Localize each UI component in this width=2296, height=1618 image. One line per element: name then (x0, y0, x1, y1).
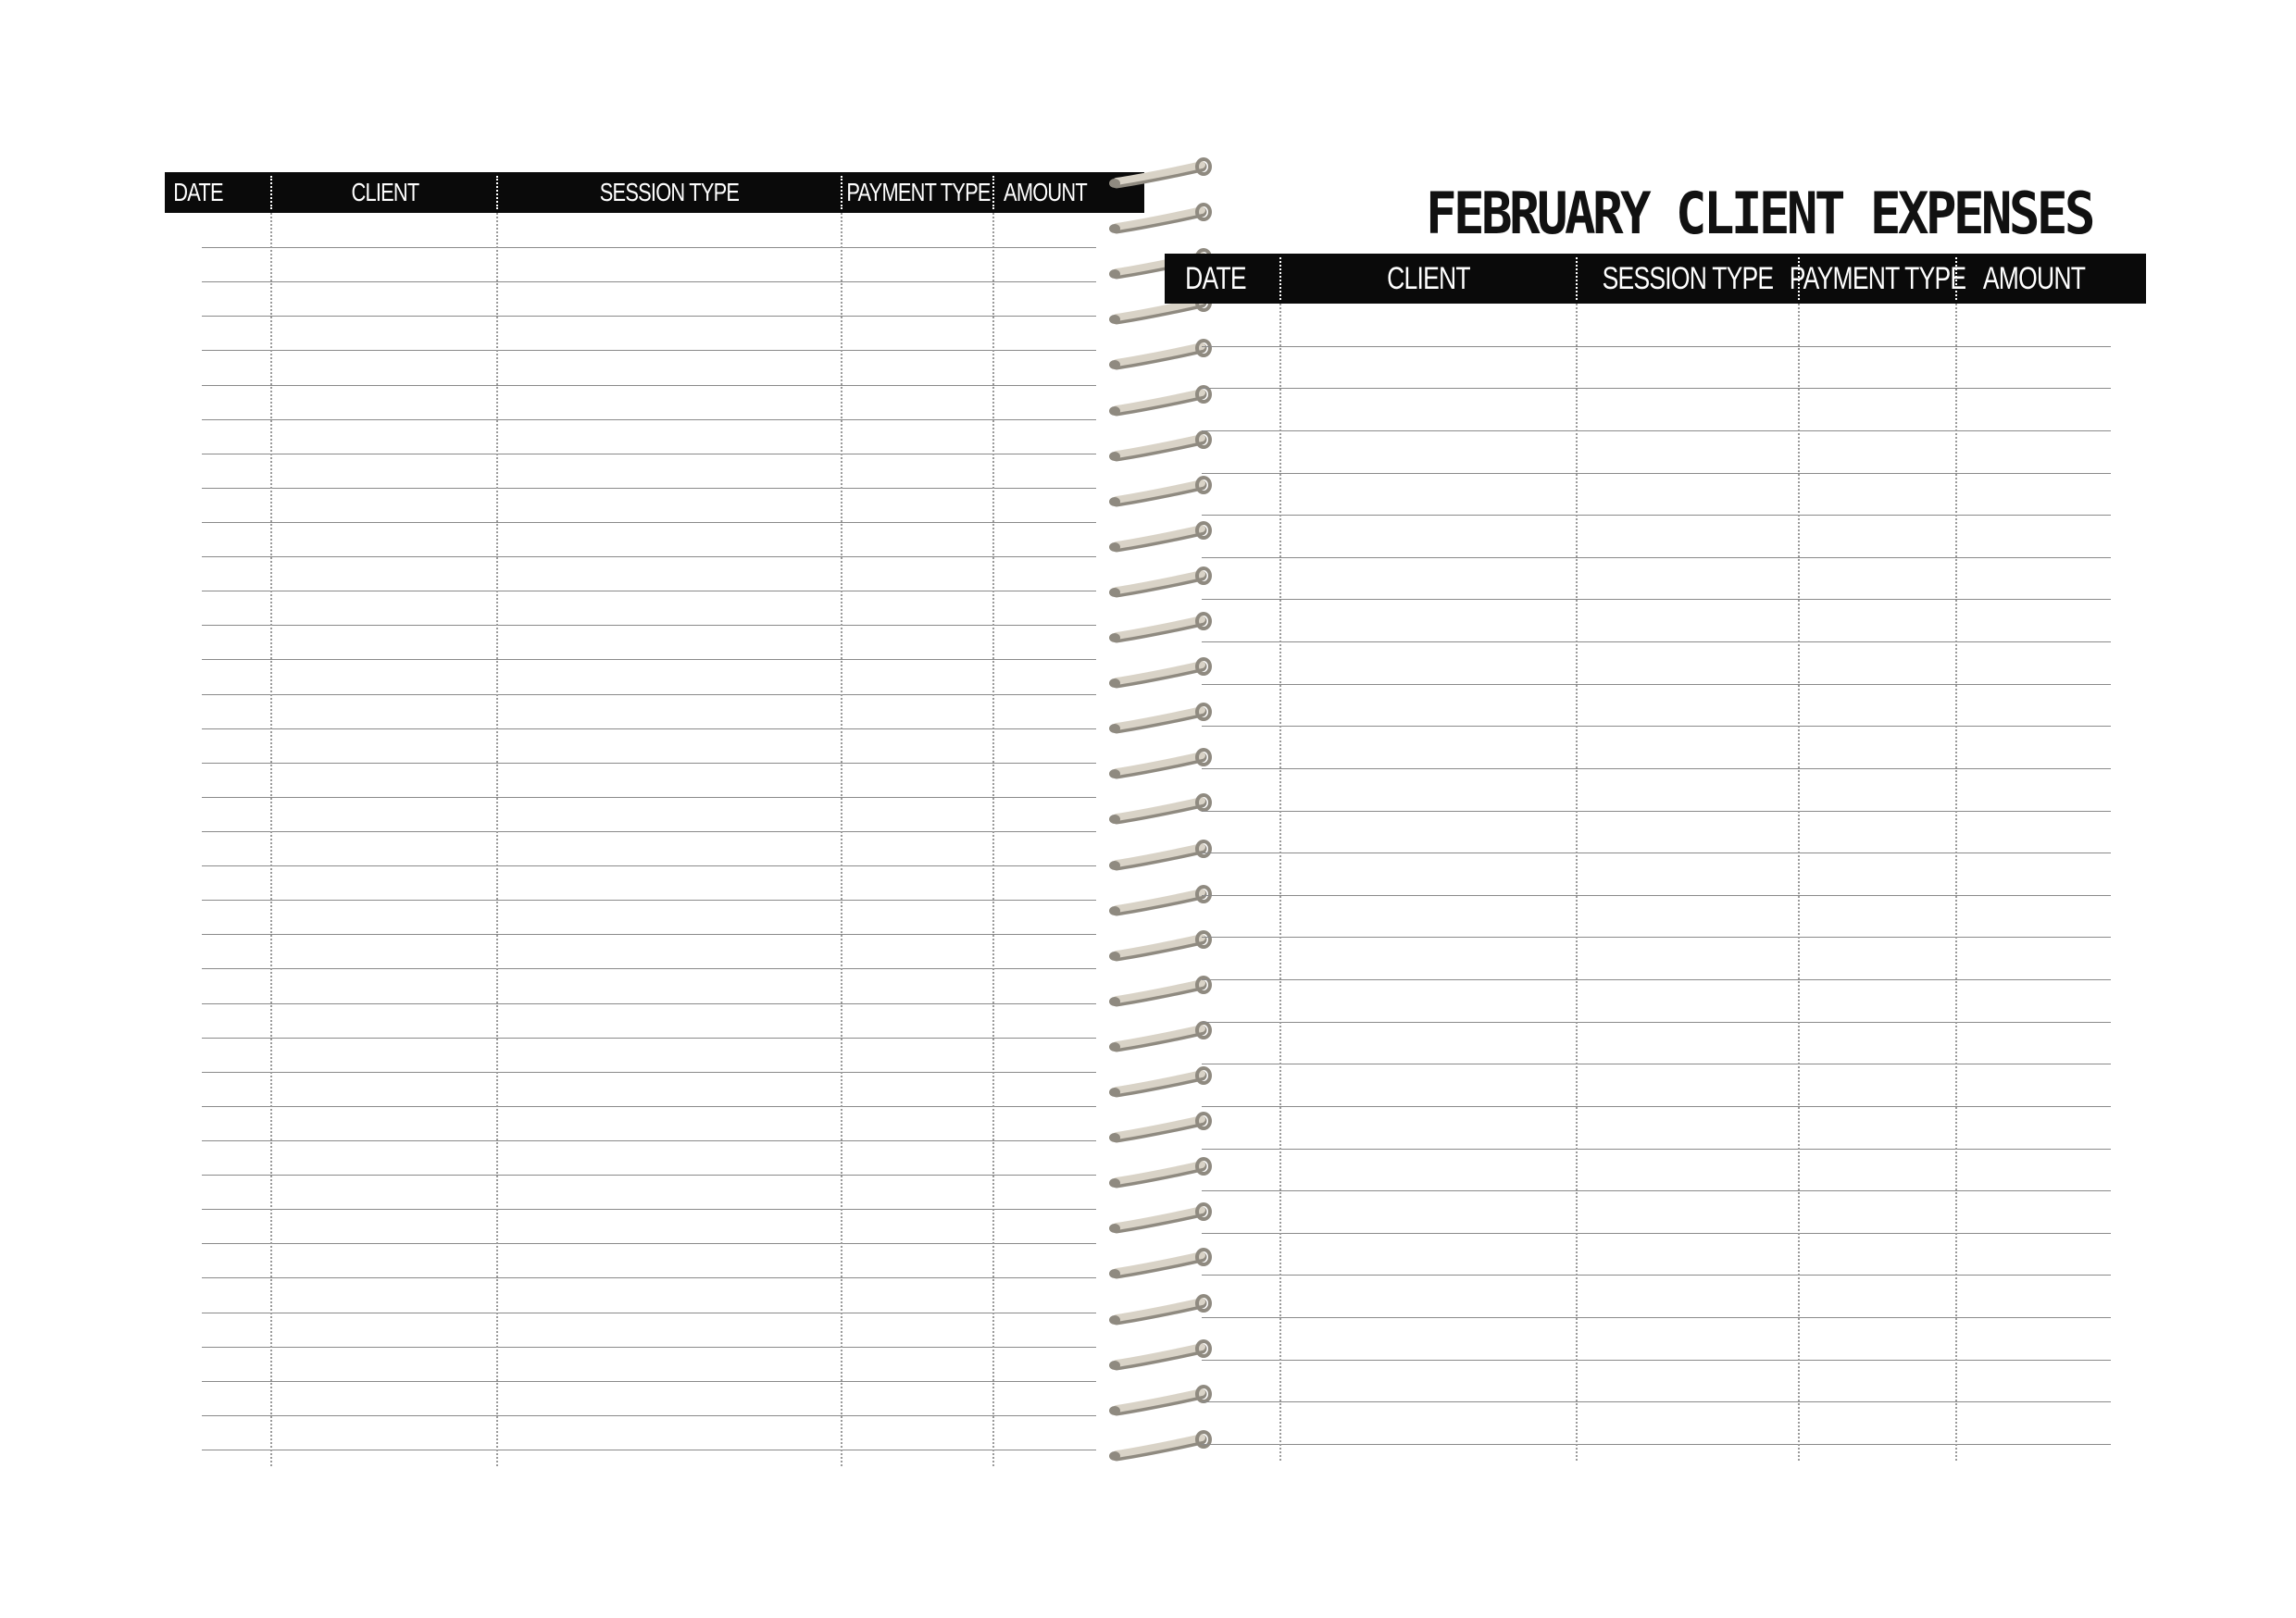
table-row (202, 728, 1096, 729)
table-row (1202, 1149, 2111, 1150)
table-row (1202, 937, 2111, 938)
table-row (202, 385, 1096, 386)
table-row (202, 1175, 1096, 1176)
table-row (1202, 768, 2111, 769)
table-row (1202, 1444, 2111, 1445)
right-header-date: DATE (1185, 260, 1246, 296)
right-header-client: CLIENT (1387, 260, 1470, 296)
table-row (202, 1243, 1096, 1244)
table-row (1202, 726, 2111, 727)
left-header-client: CLIENT (351, 178, 419, 206)
table-row (202, 1072, 1096, 1073)
table-row (202, 831, 1096, 832)
left-table-body (165, 213, 1144, 1450)
table-row (1202, 1022, 2111, 1023)
table-row (1202, 430, 2111, 431)
table-row (1202, 641, 2111, 642)
column-separator (496, 213, 498, 1466)
table-row (1202, 388, 2111, 389)
column-separator (992, 213, 994, 1466)
table-row (1202, 1106, 2111, 1107)
table-row (1202, 346, 2111, 347)
table-row (202, 316, 1096, 317)
table-row (1202, 979, 2111, 980)
table-row (202, 865, 1096, 866)
table-row (202, 1038, 1096, 1039)
right-header-amount: AMOUNT (1982, 260, 2086, 296)
right-header-separator (1955, 257, 1957, 300)
table-row (202, 1003, 1096, 1004)
table-row (202, 934, 1096, 935)
left-header-separator (992, 176, 994, 209)
table-row (202, 659, 1096, 660)
table-row (202, 1381, 1096, 1382)
column-separator (1955, 304, 1957, 1461)
table-row (1202, 684, 2111, 685)
right-table-header (1165, 254, 2146, 304)
table-row (1202, 599, 2111, 600)
table-row (1202, 473, 2111, 474)
table-row (202, 1209, 1096, 1210)
table-row (202, 763, 1096, 764)
table-row (202, 900, 1096, 901)
left-header-session-type: SESSION TYPE (599, 178, 740, 206)
table-row (202, 1140, 1096, 1141)
table-row (202, 1415, 1096, 1416)
table-row (1202, 1233, 2111, 1234)
right-header-session-type: SESSION TYPE (1602, 260, 1774, 296)
left-header-separator (270, 176, 272, 209)
table-row (1202, 1401, 2111, 1402)
right-table-body (1165, 304, 2146, 1444)
table-row (202, 968, 1096, 969)
left-header-date: DATE (173, 178, 223, 206)
column-separator (270, 213, 272, 1466)
column-separator (1576, 304, 1578, 1461)
table-row (202, 350, 1096, 351)
table-row (1202, 895, 2111, 896)
table-row (202, 694, 1096, 695)
table-row (1202, 515, 2111, 516)
table-row (202, 488, 1096, 489)
right-page (1165, 176, 2146, 1472)
table-row (202, 1277, 1096, 1278)
table-row (202, 1347, 1096, 1348)
table-row (1202, 557, 2111, 558)
table-row (1202, 1275, 2111, 1276)
table-row (1202, 1190, 2111, 1191)
table-row (202, 522, 1096, 523)
right-header-payment-type: PAYMENT TYPE (1789, 260, 1966, 296)
left-header-amount: AMOUNT (1004, 178, 1087, 206)
column-separator (841, 213, 842, 1466)
table-row (202, 281, 1096, 282)
table-row (202, 556, 1096, 557)
column-separator (1279, 304, 1281, 1461)
table-row (202, 797, 1096, 798)
table-row (202, 625, 1096, 626)
left-table-header (165, 172, 1144, 213)
table-row (202, 247, 1096, 248)
left-page (165, 172, 1144, 1468)
left-header-separator (841, 176, 842, 209)
left-header-payment-type: PAYMENT TYPE (846, 178, 991, 206)
left-header-separator (496, 176, 498, 209)
table-row (1202, 1317, 2111, 1318)
right-header-separator (1576, 257, 1578, 300)
table-row (202, 419, 1096, 420)
right-header-separator (1279, 257, 1281, 300)
table-row (1202, 811, 2111, 812)
column-separator (1798, 304, 1800, 1461)
table-row (1202, 1360, 2111, 1361)
table-row (202, 1106, 1096, 1107)
page-title: FEBRUARY CLIENT EXPENSES (1426, 180, 2092, 247)
